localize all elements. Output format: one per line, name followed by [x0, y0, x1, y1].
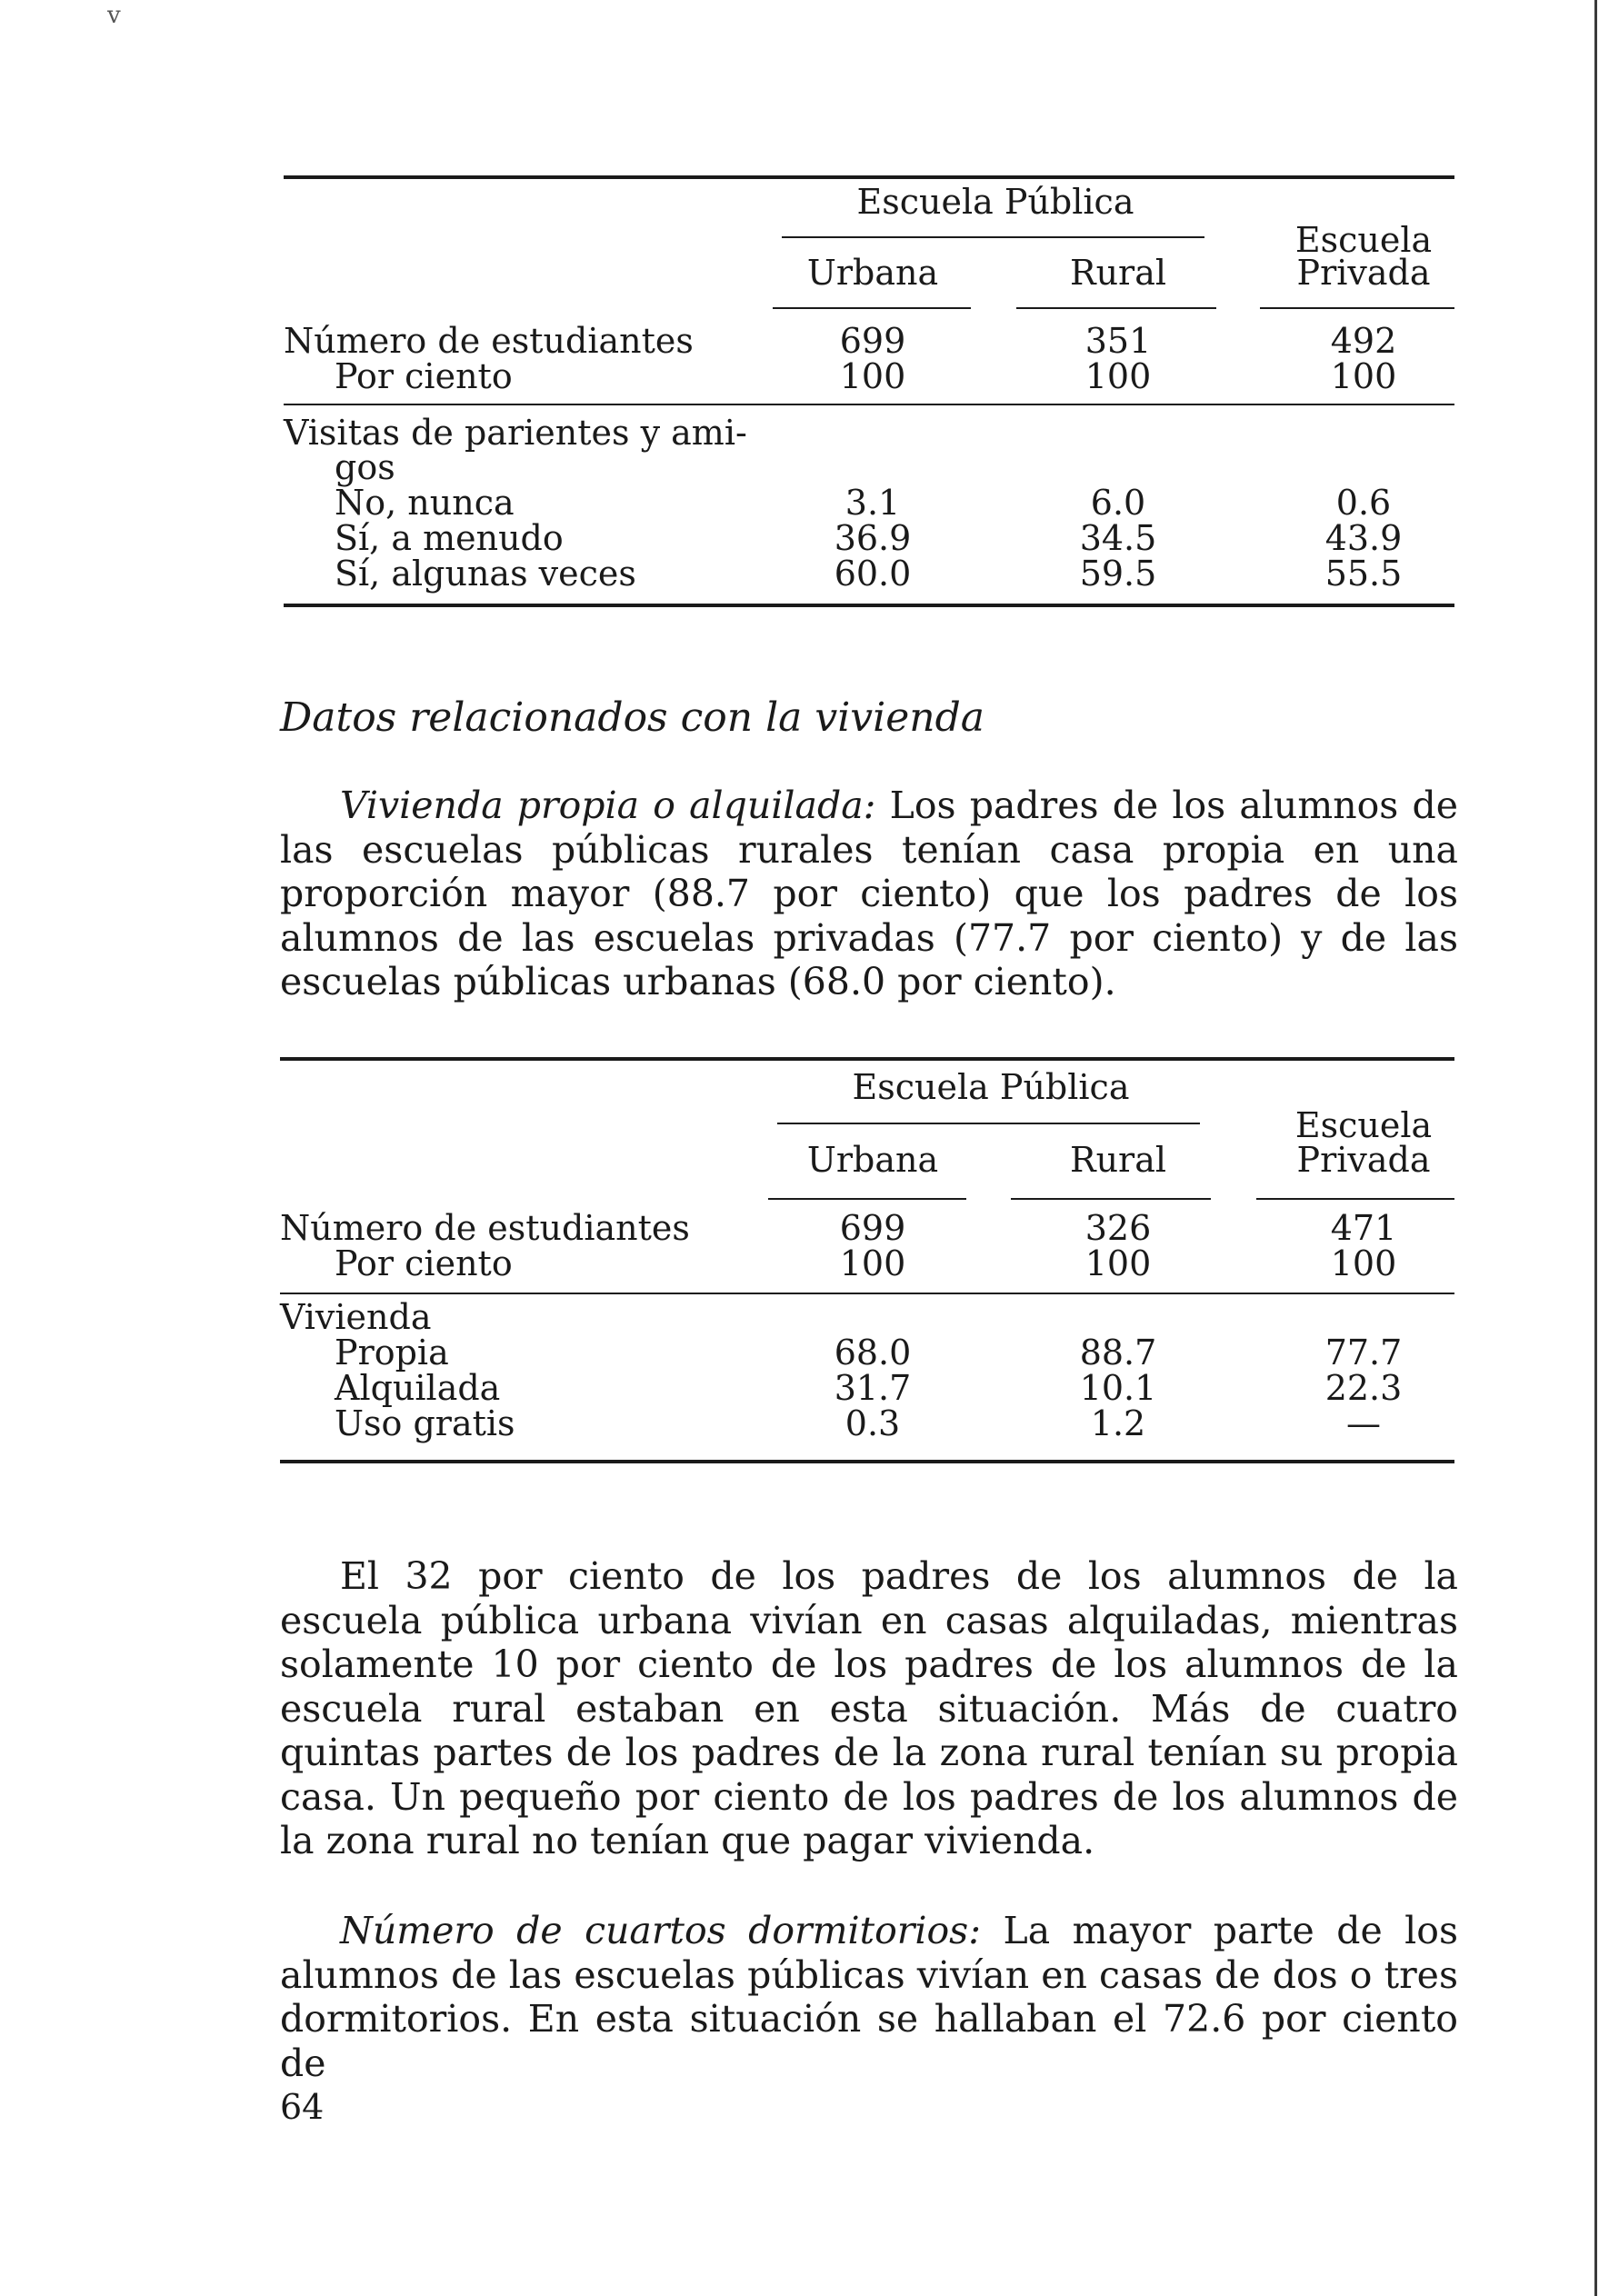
table2-col-rural: Rural [1069, 1140, 1167, 1180]
paragraph-dormitorios-text: La mayor parte de los alumnos de las escuelas públicas vivían en casas de dos o tres dormitorios. En esta situación se hallaban el 72.6 por ciento de [280, 1909, 1458, 2085]
table2-group-underline [777, 1123, 1200, 1124]
table1-col-rule-urbana [773, 307, 971, 309]
table2-cell: 0.3 [844, 1403, 901, 1443]
page-number: 64 [280, 2087, 325, 2127]
table2-cell: 22.3 [1324, 1368, 1403, 1408]
page-edge [1594, 0, 1597, 2296]
table1-col-rural: Rural [1069, 253, 1167, 293]
table1-group-underline [782, 236, 1204, 238]
table2-col-rule-urbana [768, 1198, 966, 1200]
table1-cell: 6.0 [1090, 483, 1146, 523]
table2-row-label: Número de estudiantes [280, 1208, 690, 1248]
table1-row-label: Sí, algunas veces [335, 554, 636, 594]
table1-cell: 100 [1084, 356, 1152, 396]
table1-col-privada-line2: Privada [1296, 253, 1431, 293]
table1-cell: 34.5 [1079, 518, 1157, 558]
table1-row-label: Sí, a menudo [335, 518, 564, 558]
table1-cell: 55.5 [1324, 554, 1403, 594]
table1-col-urbana: Urbana [806, 253, 939, 293]
table2-cell: 699 [839, 1208, 906, 1248]
table1-cell: 3.1 [844, 483, 901, 523]
table1-cell: 699 [839, 321, 906, 361]
paragraph-dormitorios-lead: Número de cuartos dormitorios: [340, 1909, 982, 1952]
table2-col-privada-line1: Escuela [1294, 1105, 1433, 1145]
paragraph-vivienda-text: Los padres de los alumnos de las escuelas públicas rurales tenían casa propia en una proporción mayor (88.7 por ciento) que los padres de los alumnos de las escuelas privadas (77.7 por ciento) y de las escuelas públicas urbanas (68.0 por ciento). [280, 784, 1458, 1003]
table1-cell: 492 [1330, 321, 1397, 361]
table2-mid-rule [280, 1293, 1454, 1294]
table2-cell: 10.1 [1079, 1368, 1157, 1408]
table2-cell: 100 [1330, 1243, 1397, 1283]
table2-top-rule [280, 1057, 1454, 1061]
corner-mark: v [107, 2, 121, 29]
section-heading: Datos relacionados con la vivienda [280, 694, 985, 741]
table2-col-urbana: Urbana [806, 1140, 939, 1180]
table2-row-label: Alquilada [335, 1368, 501, 1408]
table1-row-label: Por ciento [335, 356, 513, 396]
paragraph-alquiladas: El 32 por ciento de los padres de los alumnos de la escuela pública urbana vivían en casas alquiladas, mientras solamente 10 por ciento de los padres de los alumnos de la escuela rural estaban en esta situación. Más de cuatro quintas partes de los padres de la zona rural tenían su propia casa. Un pequeño por ciento de los padres de los alumnos de la zona rural no tenían que pagar vivienda. [280, 1554, 1458, 1862]
table2-cell: 100 [1084, 1243, 1152, 1283]
table1-cell: 59.5 [1079, 554, 1157, 594]
paragraph-vivienda [280, 784, 1458, 1004]
table1-top-rule [284, 175, 1454, 179]
table1-bottom-rule [284, 604, 1454, 607]
table2-cell: 31.7 [834, 1368, 912, 1408]
table1-cell: 351 [1084, 321, 1152, 361]
table1-row-label: No, nunca [335, 483, 515, 523]
table1-col-privada-line1: Escuela [1294, 220, 1433, 260]
table1-row-label: Visitas de parientes y ami- [284, 413, 747, 453]
table1-col-rule-privada [1260, 307, 1454, 309]
table2-col-rule-privada [1256, 1198, 1454, 1200]
table2-row-label: Vivienda [280, 1297, 432, 1337]
table2-row-label: Propia [335, 1333, 449, 1373]
table2-cell: 1.2 [1090, 1403, 1146, 1443]
paragraph-dormitorios [280, 1909, 1458, 2085]
table1-cell: 100 [839, 356, 906, 396]
table2-cell: 100 [839, 1243, 906, 1283]
table2-col-rule-rural [1011, 1198, 1211, 1200]
table2-bottom-rule [280, 1460, 1454, 1463]
table2-row-label: Uso gratis [335, 1403, 515, 1443]
table2-cell: 77.7 [1324, 1333, 1403, 1373]
table1-col-rule-rural [1016, 307, 1216, 309]
table1-row-label: Número de estudiantes [284, 321, 694, 361]
table1-cell: 43.9 [1324, 518, 1403, 558]
table2-row-label: Por ciento [335, 1243, 513, 1283]
table2-cell: — [1346, 1403, 1381, 1443]
table1-group-header: Escuela Pública [856, 182, 1134, 222]
table1-row-label: gos [335, 447, 395, 487]
table1-cell: 0.6 [1335, 483, 1392, 523]
table2-cell: 471 [1330, 1208, 1397, 1248]
table1-cell: 60.0 [834, 554, 912, 594]
table1-mid-rule [284, 404, 1454, 405]
table1-cell: 36.9 [834, 518, 912, 558]
table2-col-privada-line2: Privada [1296, 1140, 1431, 1180]
table1-cell: 100 [1330, 356, 1397, 396]
table2-cell: 88.7 [1079, 1333, 1157, 1373]
paragraph-vivienda-lead: Vivienda propia o alquilada: [340, 784, 876, 827]
table2-group-header: Escuela Pública [852, 1067, 1130, 1107]
table2-cell: 68.0 [834, 1333, 912, 1373]
table2-cell: 326 [1084, 1208, 1152, 1248]
